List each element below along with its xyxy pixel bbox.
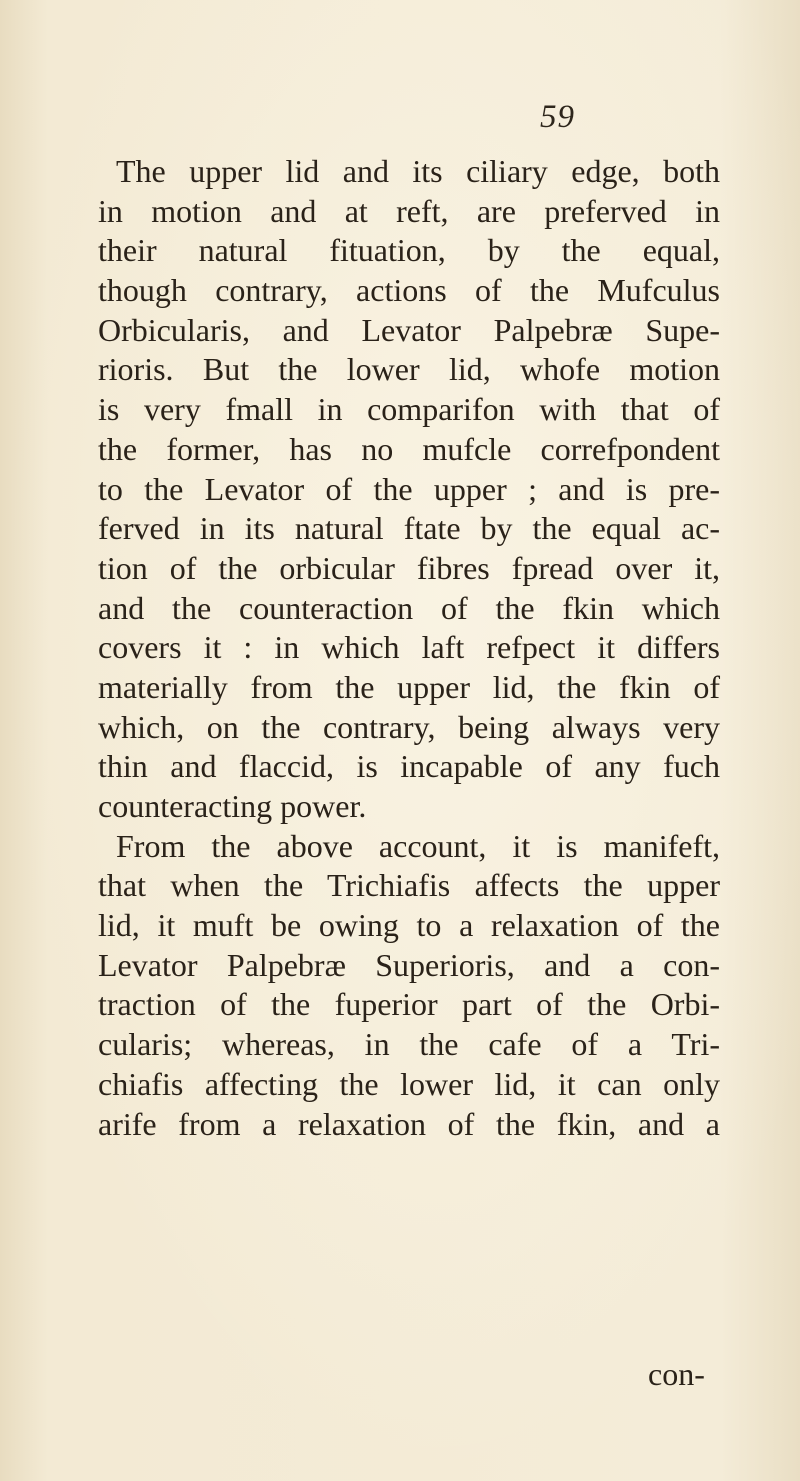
text-line: materially from the upper lid, the fkin of [98, 668, 720, 705]
text-line: their natural fituation, by the equal, [98, 232, 720, 269]
text-line: lid, it muft be owing to a relaxation of the [98, 907, 720, 944]
text-line: and the counteraction of the fkin which [98, 589, 720, 626]
text-line: covers it : in which laft refpect it differs [98, 629, 720, 666]
text-line: in motion and at reft, are preferved in [98, 192, 720, 229]
text-line: traction of the fuperior part of the Orbi- [98, 986, 720, 1023]
text-line: is very fmall in comparifon with that of [98, 391, 720, 428]
text-line: The upper lid and its ciliary edge, both [116, 153, 720, 189]
text-line: Levator Palpebræ Superioris, and a con- [98, 946, 720, 983]
text-line: chiafis affecting the lower lid, it can only [98, 1065, 720, 1102]
text-line: to the Levator of the upper ; and is pre- [98, 470, 720, 507]
text-line: cularis; whereas, in the cafe of a Tri- [98, 1026, 720, 1063]
page-number: 59 [540, 99, 575, 135]
text-line: arife from a relaxation of the fkin, and a [98, 1105, 720, 1142]
text-line: that when the Trichiafis affects the upper [98, 867, 720, 904]
text-line: From the above account, it is manifeft, [116, 827, 720, 864]
text-line: the former, has no mufcle correfpondent [98, 430, 720, 467]
catchword: con- [648, 1356, 705, 1392]
text-line: ferved in its natural ftate by the equal ac- [98, 510, 720, 547]
text-line: which, on the contrary, being always very [98, 708, 720, 745]
text-line: thin and flaccid, is incapable of any fuch [98, 748, 720, 785]
body-text [98, 152, 720, 1144]
text-line: Orbicularis, and Levator Palpebræ Supe- [98, 311, 720, 348]
text-line: rioris. But the lower lid, whofe motion [98, 351, 720, 388]
text-line: tion of the orbicular fibres fpread over it, [98, 549, 720, 586]
text-line: counteracting power. [98, 788, 367, 824]
text-line: though contrary, actions of the Mufculus [98, 272, 720, 309]
